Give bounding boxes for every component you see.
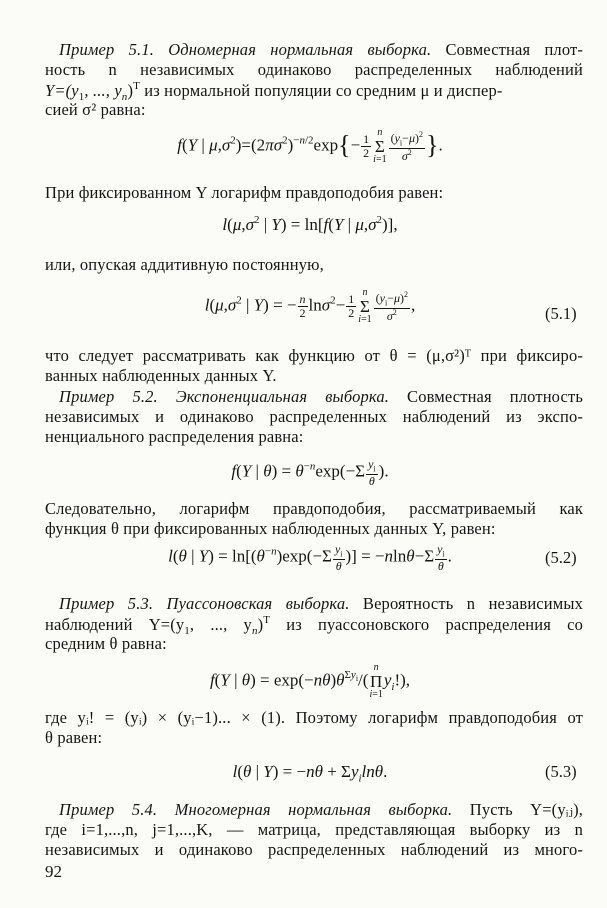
example-5-3-para-2-line-1: где yᵢ! = (yᵢ) × (yᵢ−1)... × (1). Поэтому логарифм правдоподобия от [45,708,583,727]
example-5-2-line-1: Пример 5.2. Экспоненциальная выборка. Совместная плотность [59,387,583,406]
example-5-4-line-1: Пример 5.4. Многомерная нормальная выборка. Пусть Y=(yᵢⱼ), [59,800,584,819]
example-5-4-line-2: где i=1,...,n, j=1,...,K, — матрица, представляющая выборку из n [45,820,583,839]
formula-5-1: $l(\mu,\sigma^2$ | Y) = − $\frac{n}{2}$ lnσ$^2$− $\frac{1}{2}$ n Σ i=1 $\frac{(y_i-\mu)^2}{\sigma^2}$ , [204,287,416,325]
example-5-2-title: Пример 5.2. Экспоненциальная выборка. [59,387,390,406]
equation-number-5-3: (5.3) [545,762,577,781]
example-5-1-line-1: Пример 5.1. Одномерная нормальная выборка. Совместная плот- [59,40,584,59]
formula-loglik-definition: $l(\mu,\sigma^2$ | Y) = ln[f(Y | $\mu,\sigma^2$)], [222,214,398,234]
additive-constant-note: или, опуская аддитивную постоянную, [45,255,324,274]
example-5-4-line-3: независимых и одинаково распределенных наблюдений из много- [45,840,583,859]
example-5-1-line-4: сией σ² равна: [45,100,146,119]
example-5-3-line-3: средним θ равна: [45,634,167,653]
equation-number-5-1: (5.1) [545,304,577,323]
example-5-3-title: Пример 5.3. Пуассоновская выборка. [59,594,350,613]
theta-definition-line-1: что следует рассматривать как функцию от θ = (μ,σ²)ᵀ при фиксиро- [45,346,583,365]
formula-normal-density: f(Y | $\mu,\sigma^2)=(2\pi\sigma^2)^{-n/2}\exp\{-$ $\frac{1}{2}$ n Σ i=1 $\frac{(y_i-\mu)^2}{\sigma^2}$ }. [177,127,443,165]
example-5-2-line-2: независимых и одинаково распределенных наблюдений из экспо- [45,407,583,426]
theta-definition-line-2: ванных наблюденных данных Y. [45,366,277,385]
example-5-2-line-3: ненциального распределения равна: [45,427,304,446]
formula-exponential-density: f(Y | $\theta) = \theta^{-n}\exp(-\Sigma$ $\frac{y_i}{\theta}$ ). [231,457,389,488]
example-5-4-title: Пример 5.4. Многомерная нормальная выборка. [59,800,453,819]
formula-poisson-density: f(Y | $\theta) = \exp(-n\theta)\theta^{\Sigma y_i}/(n$ Π $i=1y_i$!), [209,662,411,700]
example-5-3-para-2-line-2: θ равен: [45,728,103,747]
example-5-3-line-1: Пример 5.3. Пуассоновская выборка. Вероятность n независимых [59,594,583,613]
example-5-2-para-2-line-2: функция θ при фиксированных наблюденных данных Y, равен: [45,519,496,538]
example-5-1-line-3: $Y=(y_1$, ..., $y_n)^T$ из нормальной популяции со средним μ и диспер- [45,80,503,103]
example-5-1-line-2: ность n независимых одинаково распределенных наблюдений [45,60,583,79]
example-5-3-line-2: наблюдений $Y=(y_1$, ..., $y_n)^T$ из пуассоновского распределения со [45,614,583,637]
loglik-intro: При фиксированном Y логарифм правдоподобия равен: [45,183,444,202]
example-5-2-para-2-line-1: Следовательно, логарифм правдоподобия, рассматриваемый как [45,499,583,518]
example-5-1-title: Пример 5.1. Одномерная нормальная выборка. [59,40,432,59]
formula-5-3: l(θ | $Y) = -n\theta + \Sigma y_i\ln\theta$. [232,762,388,785]
formula-5-2: l(θ | $Y) = \ln[(\theta^{-n})\exp(-\Sigma$ $\frac{y_i}{\theta}$ )] = −nlnθ−Σ $\frac{y_i}{\theta}$ . [168,542,452,573]
page-number: 92 [45,862,62,881]
equation-number-5-2: (5.2) [545,548,577,567]
